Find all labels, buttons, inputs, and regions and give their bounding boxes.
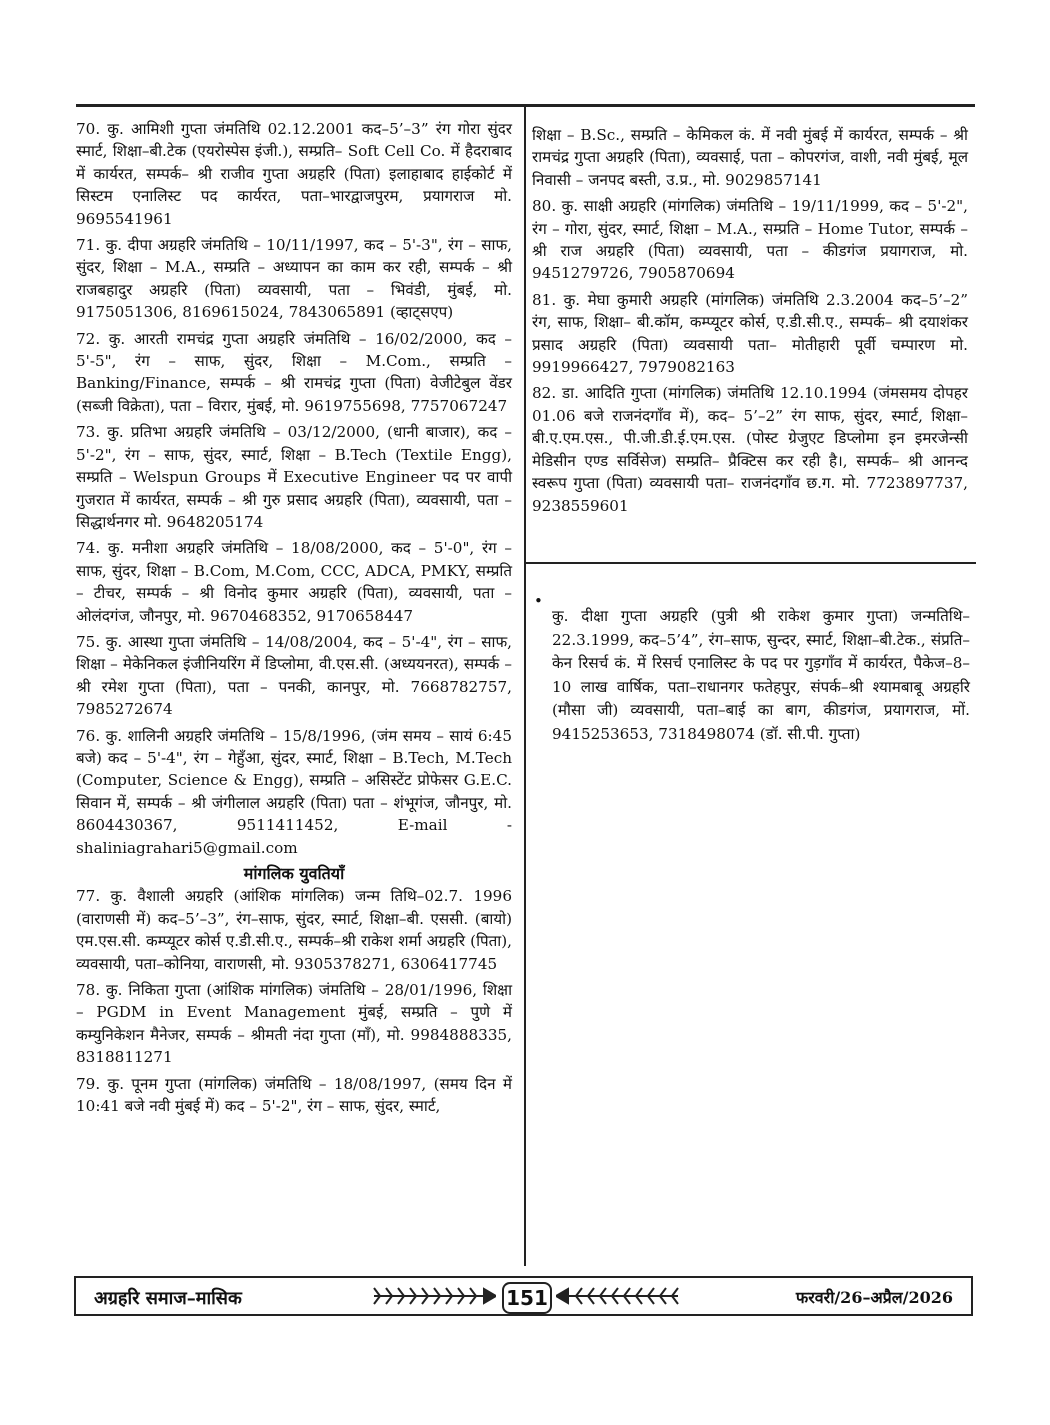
listing-73: 73. कु. प्रतिभा अग्रहरि जंमतिथि – 03/12/2000, (धानी बाजार), कद – 5'-2", रंग – साफ, सुंदर, स्मार्ट, शिक्षा – B.Tech (Textile Engg), सम्प्रति – Welspun Groups में Executive Engineer पद पर वापी गुजरात में कार्यरत, सम्पर्क – श्री गुरु प्रसाद अग्रहरि (पिता), व्यवसायी, पता – सिद्धार्थनगर मो. 9648205174 bbox=[76, 423, 512, 531]
section-heading-manglik: मांगलिक युवतियाँ bbox=[243, 864, 345, 883]
listing-82: 82. डा. आदिति गुप्ता (मांगलिक) जंमतिथि 12.10.1994 (जंमसमय दोपहर 01.06 बजे राजनंदगाँव में), कद– 5’–2” रंग साफ, सुंदर, स्मार्ट, शिक्षा– बी.ए.एम.एस., पी.जी.डी.ई.एम.एस. (पोस्ट ग्रेजुएट डिप्लोमा इन इमरजेन्सी मेडिसीन एण्ड सर्विसेज) सम्प्रति– प्रैक्टिस कर रही है।, सम्पर्क– श्री आनन्द स्वरूप गुप्ता (पिता) व्यवसायी पता– राजनंदगाँव छ.ग. मो. 7723897737, 9238559601 bbox=[532, 384, 968, 515]
right-section-divider bbox=[526, 562, 976, 564]
listing-79: 79. कु. पूनम गुप्ता (मांगलिक) जंमतिथि – 18/08/1997, (समय दिन में 10:41 बजे नवी मुंबई में) कद – 5'-2", रंग – साफ, सुंदर, स्मार्ट, bbox=[76, 1074, 512, 1116]
column-divider bbox=[524, 106, 526, 1266]
left-column bbox=[76, 118, 512, 1121]
bullet-listing-text: कु. दीक्षा गुप्ता अग्रहरि (पुत्री श्री राकेश कुमार गुप्ता) जन्मतिथि–22.3.1999, कद–5’4”, रंग–साफ, सुन्दर, स्मार्ट, शिक्षा–बी.टेक., संप्रति–केन रिसर्च कं. में रिसर्च एनालिस्ट के पद पर गुड़गाँव में कार्यरत, पैकेज–8–10 लाख वार्षिक, पता–राधानगर फतेहपुर, संपर्क–श्री श्यामबाबू अग्रहरि (मौसा जी) व्यवसायी, पता–बाई का बाग, कीडगंज, प्रयागराज, मों. 9415253653, 7318498074 (डॉ. सी.पी. गुप्ता) bbox=[552, 607, 970, 743]
bullet-listing bbox=[534, 590, 970, 761]
bullet-icon: • bbox=[534, 592, 543, 610]
listing-75: 75. कु. आस्था गुप्ता जंमतिथि – 14/08/2004, कद – 5'-4", रंग – साफ, शिक्षा – मेकेनिकल इंजीनियरिंग में डिप्लोमा, वी.एस.सी. (अध्ययनरत), सम्पर्क – श्री रमेश गुप्ता (पिता), पता – पनकी, कानपुर, मो. 7668782757, 7985272674 bbox=[76, 632, 512, 719]
right-column bbox=[532, 124, 968, 521]
listing-79-continued: शिक्षा – B.Sc., सम्प्रति – केमिकल कं. में नवी मुंबई में कार्यरत, सम्पर्क – श्री रामचंद्र गुप्ता अग्रहरि (पिता), व्यवसाई, पता – कोपरगंज, वाशी, नवी मुंबई, मूल निवासी – जनपद बस्ती, उ.प्र., मो. 9029857141 bbox=[532, 126, 968, 189]
arrow-ornament-right-icon bbox=[370, 1282, 496, 1310]
listing-77: 77. कु. वैशाली अग्रहरि (आंशिक मांगलिक) जन्म तिथि–02.7. 1996 (वाराणसी में) कद–5’–3”, रंग–साफ, सुंदर, स्मार्ट, शिक्षा–बी. एससी. (बायो) एम.एस.सी. कम्प्यूटर कोर्स ए.डी.सी.ए., सम्पर्क–श्री राकेश शर्मा अग्रहरि (पिता), व्यवसायी, पता–कोनिया, वाराणसी, मो. 9305378271, 6306417745 bbox=[76, 887, 512, 973]
arrow-ornament-left-icon bbox=[556, 1282, 682, 1310]
listing-71: 71. कु. दीपा अग्रहरि जंमतिथि – 10/11/1997, कद – 5'-3", रंग – साफ, सुंदर, शिक्षा – M.A., सम्प्रति – अध्यापन का काम कर रही, सम्पर्क – श्री राजबहादुर अग्रहरि (पिता) व्यवसायी, पता – भिवंडी, मुंबई, मो. 9175051306, 8169615024, 7843065891 (व्हाट्सएप) bbox=[76, 236, 512, 322]
listing-78: 78. कु. निकिता गुप्ता (आंशिक मांगलिक) जंमतिथि – 28/01/1996, शिक्षा – PGDM in Event Management मुंबई, सम्प्रति – पुणे में कम्युनिकेशन मैनेजर, सम्पर्क – श्रीमती नंदा गुप्ता (माँ), मो. 9984888335, 8318811271 bbox=[76, 981, 512, 1067]
listing-74: 74. कु. मनीशा अग्रहरि जंमतिथि – 18/08/2000, कद – 5'-0", रंग – साफ, सुंदर, शिक्षा – B.Com, M.Com, CCC, ADCA, PMKY, सम्प्रति – टीचर, सम्पर्क – श्री विनोद कुमार अग्रहरि (पिता), व्यवसायी, पता – ओलंदगंज, जौनपुर, मो. 9670468352, 9170658447 bbox=[76, 539, 512, 625]
listing-81: 81. कु. मेघा कुमारी अग्रहरि (मांगलिक) जंमतिथि 2.3.2004 कद–5’–2” रंग, साफ, शिक्षा– बी.कॉम, कम्प्यूटर कोर्स, ए.डी.सी.ए., सम्पर्क– श्री दयाशंकर प्रसाद अग्रहरि (पिता) व्यवसायी पता– मोतीहारी पूर्वी चम्पारण मो. 9919966427, 7979082163 bbox=[532, 290, 968, 377]
page-footer bbox=[74, 1276, 973, 1316]
listing-80: 80. कु. साक्षी अग्रहरि (मांगलिक) जंमतिथि – 19/11/1999, कद – 5'-2", रंग – गोरा, सुंदर, स्मार्ट, शिक्षा – M.A., सम्प्रति – Home Tutor, सम्पर्क – श्री राज अग्रहरि (पिता) व्यवसायी, पता – कीडगंज प्रयागराज, मो. 9451279726, 7905870694 bbox=[532, 197, 968, 283]
listing-72: 72. कु. आरती रामचंद्र गुप्ता अग्रहरि जंमतिथि – 16/02/2000, कद – 5'-5", रंग – साफ, सुंदर, शिक्षा – M.Com., सम्प्रति – Banking/Finance, सम्पर्क – श्री रामचंद्र गुप्ता (पिता) वेजीटेबुल वेंडर (सब्जी विक्रेता), पता – विरार, मुंबई, मो. 9619755698, 7757067247 bbox=[76, 329, 512, 415]
page-number: 151 bbox=[502, 1282, 552, 1314]
listing-76: 76. कु. शालिनी अग्रहरि जंमतिथि – 15/8/1996, (जंम समय – सायं 6:45 बजे) कद – 5'-4", रंग – गेहुँआ, सुंदर, स्मार्ट, शिक्षा – B.Tech, M.Tech (Computer, Science & Engg), सम्प्रति – असिस्टेंट प्रोफेसर G.E.C. सिवान में, सम्पर्क – श्री जंगीलाल अग्रहरि (पिता) पता – शंभूगंज, जौनपुर, मो. 8604430367, 9511411452, E-mail - shaliniagrahari5@gmail.com bbox=[76, 726, 512, 857]
issue-date: फरवरी/26–अप्रैल/2026 bbox=[795, 1288, 953, 1307]
publication-name: अग्रहरि समाज–मासिक bbox=[94, 1288, 242, 1309]
listing-70: 70. कु. आमिशी गुप्ता जंमतिथि 02.12.2001 कद–5’–3” रंग गोरा सुंदर स्मार्ट, शिक्षा–बी.टेक (एयरोस्पेस इंजी.), सम्प्रति– Soft Cell Co. में हैदराबाद में कार्यरत, सम्पर्क– श्री राजीव गुप्ता अग्रहरि (पिता) इलाहाबाद हाईकोर्ट में सिस्टम एनालिस्ट पद कार्यरत, पता–भारद्वाजपुरम, प्रयागराज मो. 9695541961 bbox=[76, 120, 512, 228]
